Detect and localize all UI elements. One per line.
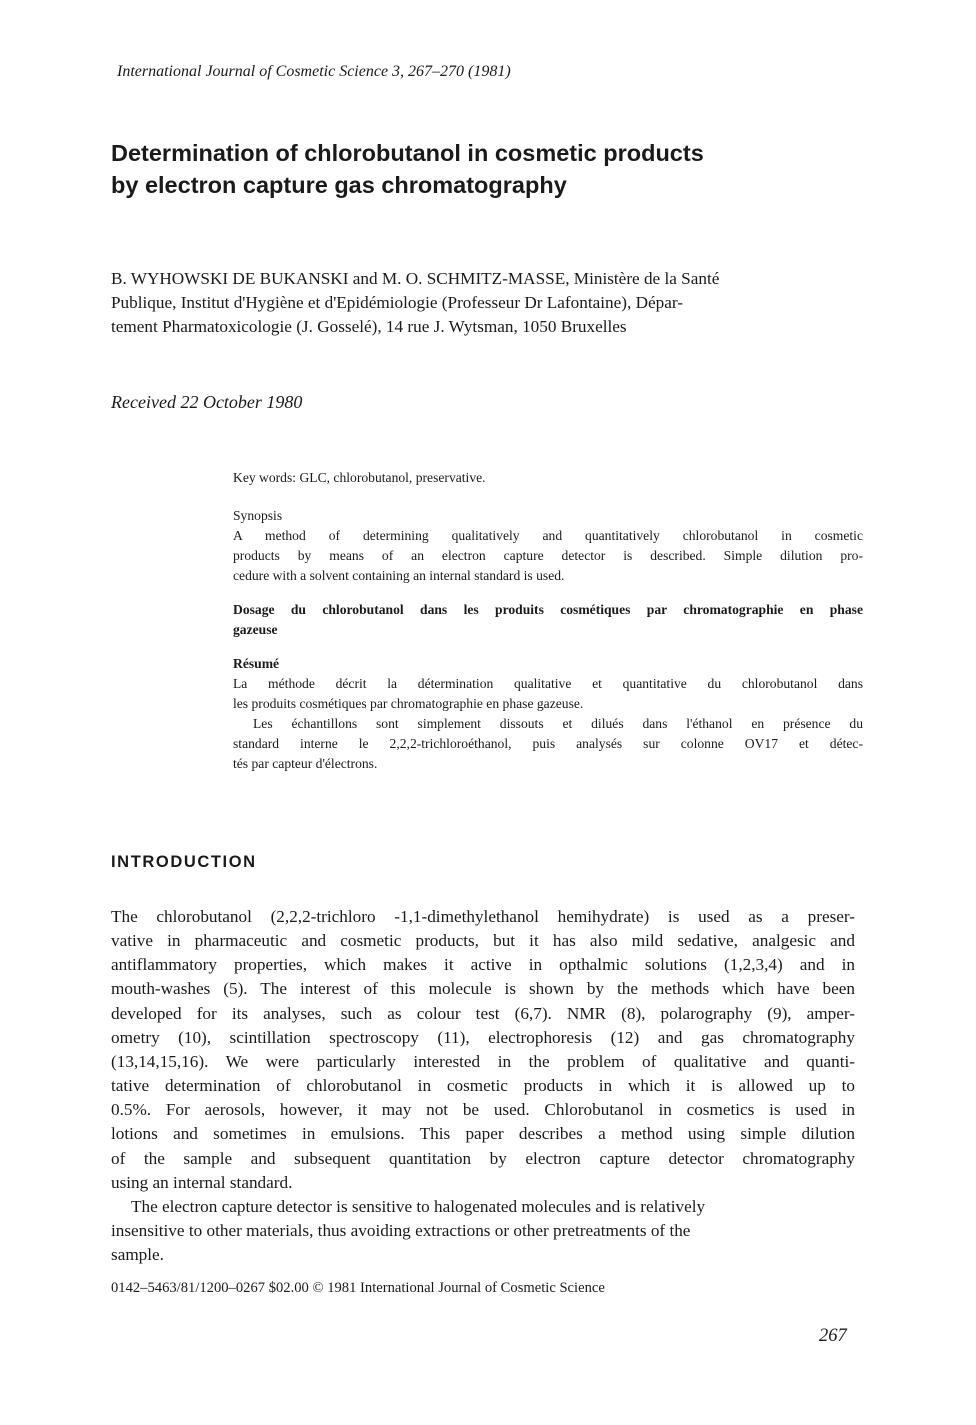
author-line: B. WYHOWSKI DE BUKANSKI and M. O. SCHMITZ-MASSE, Ministère de la Santé	[111, 269, 720, 288]
resume-line: La méthode décrit la détermination qualitative et quantitative du chlorobutanol dans	[233, 676, 863, 691]
french-title: Dosage du chlorobutanol dans les produits cosmétiques par chromatographie en phase	[233, 602, 863, 617]
resume-line: tés par capteur d'électrons.	[233, 756, 378, 771]
author-line: tement Pharmatoxicologie (J. Gosselé), 14 rue J. Wytsman, 1050 Bruxelles	[111, 317, 627, 336]
body-line: tative determination of chlorobutanol in cosmetic products in which it is allowed up to	[111, 1076, 855, 1096]
body-line: ometry (10), scintillation spectroscopy (11), electrophoresis (12) and gas chromatography	[111, 1027, 855, 1047]
title-line: by electron capture gas chromatography	[111, 172, 567, 198]
received-date: Received 22 October 1980	[111, 392, 303, 412]
body-line: mouth-washes (5). The interest of this molecule is shown by the methods which have been	[111, 979, 855, 999]
resume-line: standard interne le 2,2,2-trichloroéthanol, puis analysés sur colonne OV17 et détec-	[233, 736, 863, 751]
body-line: sample.	[111, 1245, 164, 1265]
body-line: insensitive to other materials, thus avoiding extractions or other pretreatments of the	[111, 1221, 691, 1241]
journal-reference: International Journal of Cosmetic Science 3, 267–270 (1981)	[117, 63, 511, 80]
body-line: vative in pharmaceutic and cosmetic products, but it has also mild sedative, analgesic and	[111, 931, 855, 951]
resume-heading: Résumé	[233, 656, 280, 671]
synopsis-heading: Synopsis	[233, 508, 283, 523]
page-number: 267	[819, 1326, 847, 1346]
introduction-heading: INTRODUCTION	[111, 853, 257, 871]
title-line: Determination of chlorobutanol in cosmetic products	[111, 140, 704, 166]
french-title: gazeuse	[233, 622, 278, 637]
synopsis-line: A method of determining qualitatively and quantitatively chlorobutanol in cosmetic	[233, 528, 863, 543]
author-affiliation	[111, 267, 871, 339]
body-line: 0.5%. For aerosols, however, it may not be used. Chlorobutanol in cosmetics is used in	[111, 1100, 855, 1120]
paper-title	[111, 137, 851, 201]
synopsis-line: cedure with a solvent containing an internal standard is used.	[233, 568, 565, 583]
author-line: Publique, Institut d'Hygiène et d'Epidémiologie (Professeur Dr Lafontaine), Dépar-	[111, 293, 683, 312]
introduction-body	[111, 905, 855, 1267]
keywords: Key words: GLC, chlorobutanol, preservative.	[233, 470, 486, 485]
body-line: (13,14,15,16). We were particularly interested in the problem of qualitative and quanti-	[111, 1051, 855, 1071]
synopsis-line: products by means of an electron capture detector is described. Simple dilution pro-	[233, 548, 863, 563]
copyright-line: 0142–5463/81/1200–0267 $02.00 © 1981 International Journal of Cosmetic Science	[111, 1280, 605, 1296]
abstract-block	[233, 468, 863, 774]
resume-line: Les échantillons sont simplement dissouts et dilués dans l'éthanol en présence du	[253, 716, 863, 731]
body-line: using an internal standard.	[111, 1172, 293, 1192]
body-line: of the sample and subsequent quantitation by electron capture detector chromatography	[111, 1148, 855, 1168]
body-line: developed for its analyses, such as colour test (6,7). NMR (8), polarography (9), amper-	[111, 1003, 855, 1023]
body-line: antiflammatory properties, which makes it active in opthalmic solutions (1,2,3,4) and in	[111, 955, 855, 975]
body-line: The electron capture detector is sensitive to halogenated molecules and is relatively	[131, 1196, 706, 1216]
body-line: lotions and sometimes in emulsions. This paper describes a method using simple dilution	[111, 1124, 855, 1144]
body-line: The chlorobutanol (2,2,2-trichloro -1,1-dimethylethanol hemihydrate) is used as a preser-	[111, 907, 855, 926]
resume-line: les produits cosmétiques par chromatographie en phase gazeuse.	[233, 696, 584, 711]
